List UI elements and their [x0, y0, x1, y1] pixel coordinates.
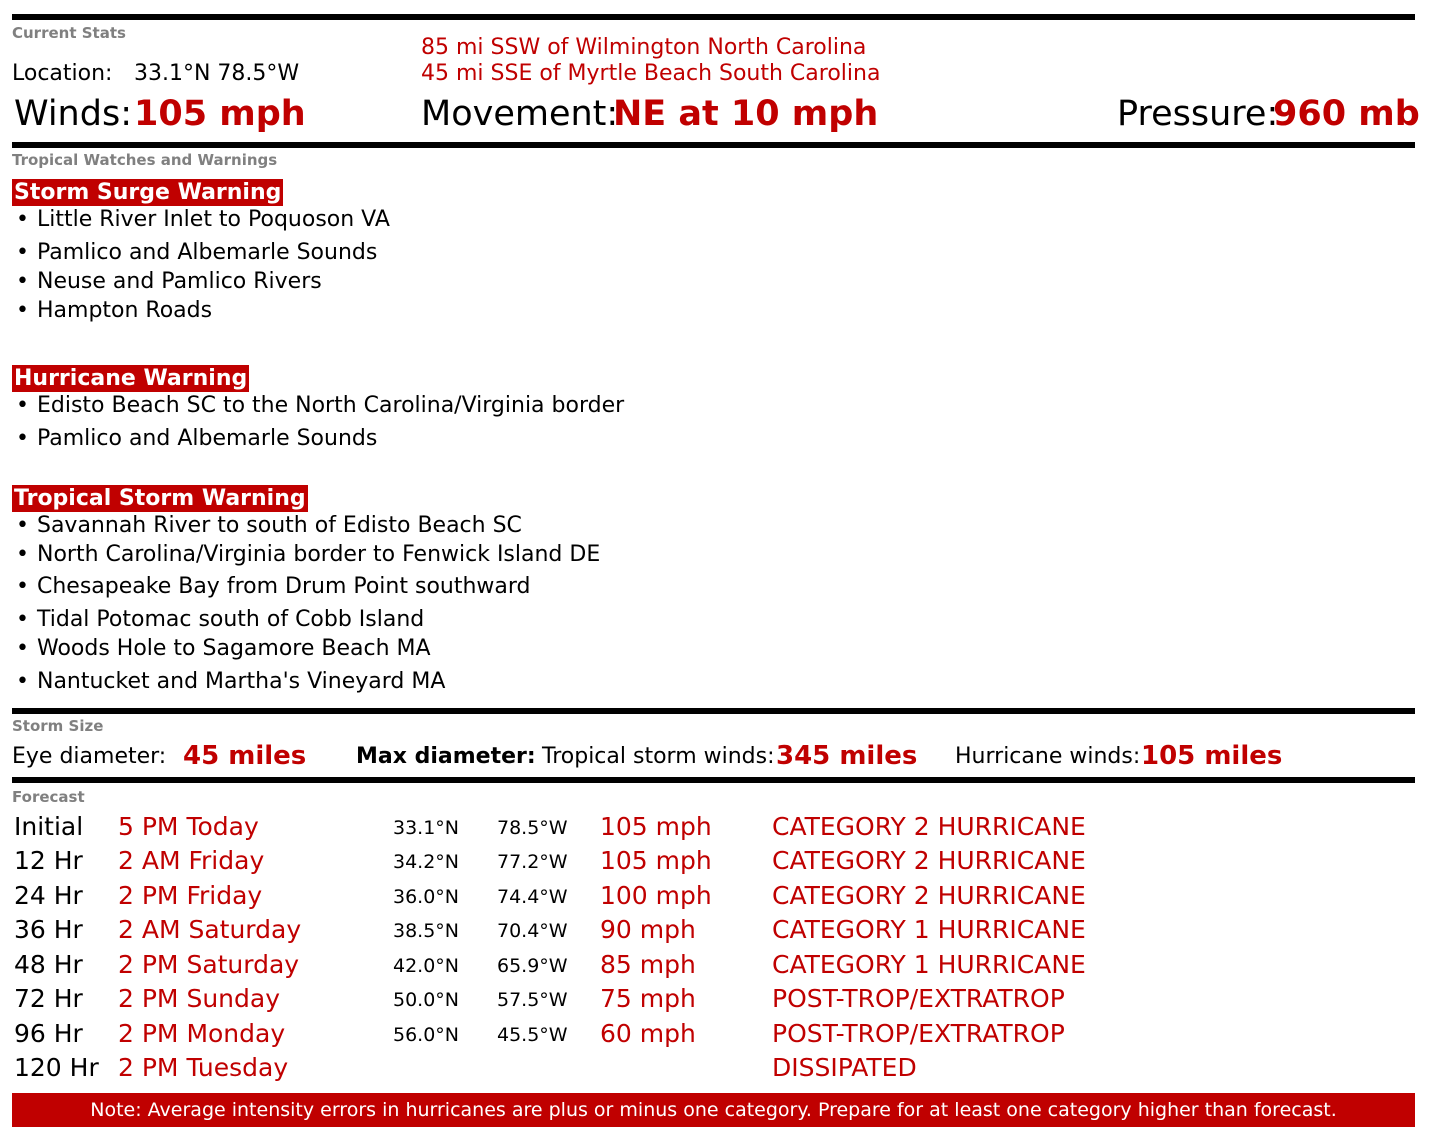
forecast-wind: 105 mph	[600, 812, 712, 841]
forecast-time: 2 PM Monday	[118, 1019, 286, 1048]
forecast-lon: 78.5°W	[497, 817, 568, 839]
warning-item: • Neuse and Pamlico Rivers	[16, 269, 322, 295]
forecast-wind: 85 mph	[600, 950, 696, 979]
warning-item: • Little River Inlet to Poquoson VA	[16, 207, 390, 233]
forecast-status: POST-TROP/EXTRATROP	[772, 984, 1065, 1013]
forecast-time: 2 AM Friday	[118, 846, 265, 875]
forecast-status: CATEGORY 2 HURRICANE	[772, 881, 1086, 910]
forecast-lat: 42.0°N	[393, 955, 460, 977]
forecast-status: POST-TROP/EXTRATROP	[772, 1019, 1065, 1048]
forecast-lat: 38.5°N	[393, 920, 460, 942]
warning-item: • Pamlico and Albemarle Sounds	[16, 240, 377, 266]
forecast-time: 2 PM Friday	[118, 881, 263, 910]
movement-label: Movement:	[421, 94, 619, 134]
warning-item: • Savannah River to south of Edisto Beach SC	[16, 513, 522, 539]
hurricane-warning-tag: Hurricane Warning	[14, 366, 248, 391]
eye-diameter-label: Eye diameter:	[12, 744, 167, 769]
warning-item: • Edisto Beach SC to the North Carolina/Virginia border	[16, 393, 624, 419]
tropical-storm-winds-label: Tropical storm winds:	[542, 744, 775, 769]
intensity-error-note: Note: Average intensity errors in hurricanes are plus or minus one category. Prepare for at least one category higher than forecast.	[12, 1093, 1415, 1127]
forecast-row	[0, 984, 1440, 1018]
forecast-wind: 60 mph	[600, 1019, 696, 1048]
forecast-row	[0, 950, 1440, 984]
forecast-wind: 100 mph	[600, 881, 712, 910]
forecast-hour: 24 Hr	[14, 881, 83, 910]
forecast-lon: 57.5°W	[497, 989, 568, 1011]
forecast-status: CATEGORY 2 HURRICANE	[772, 846, 1086, 875]
forecast-lat: 36.0°N	[393, 886, 460, 908]
forecast-wind: 105 mph	[600, 846, 712, 875]
warnings-heading: Tropical Watches and Warnings	[12, 151, 278, 169]
relative-location-2: 45 mi SSE of Myrtle Beach South Carolina	[421, 61, 881, 86]
forecast-wind: 90 mph	[600, 915, 696, 944]
forecast-lon: 45.5°W	[497, 1024, 568, 1046]
forecast-status: CATEGORY 2 HURRICANE	[772, 812, 1086, 841]
forecast-status: CATEGORY 1 HURRICANE	[772, 915, 1086, 944]
hurricane-winds-label: Hurricane winds:	[955, 744, 1141, 769]
warning-item: • Tidal Potomac south of Cobb Island	[16, 607, 424, 633]
forecast-row	[0, 1053, 1440, 1087]
forecast-heading: Forecast	[12, 788, 85, 806]
forecast-wind: 75 mph	[600, 984, 696, 1013]
forecast-hour: 72 Hr	[14, 984, 83, 1013]
location-value: 33.1°N 78.5°W	[134, 61, 300, 86]
forecast-lat: 50.0°N	[393, 989, 460, 1011]
forecast-lat: 56.0°N	[393, 1024, 460, 1046]
forecast-status: CATEGORY 1 HURRICANE	[772, 950, 1086, 979]
storm-surge-warning-tag: Storm Surge Warning	[14, 180, 282, 205]
forecast-lat: 33.1°N	[393, 817, 460, 839]
tropical-storm-winds-value: 345 miles	[776, 741, 918, 771]
warning-item: • Nantucket and Martha's Vineyard MA	[16, 669, 445, 695]
forecast-time: 2 AM Saturday	[118, 915, 302, 944]
forecast-time: 2 PM Tuesday	[118, 1053, 289, 1082]
top-rule	[12, 14, 1415, 20]
eye-diameter-value: 45 miles	[183, 741, 307, 771]
storm-size-heading: Storm Size	[12, 717, 104, 735]
forecast-lon: 77.2°W	[497, 851, 568, 873]
forecast-row	[0, 881, 1440, 915]
warning-item: • Chesapeake Bay from Drum Point southward	[16, 574, 531, 600]
forecast-time: 2 PM Saturday	[118, 950, 300, 979]
warning-item: • Hampton Roads	[16, 298, 212, 324]
pressure-label: Pressure:	[1117, 94, 1279, 134]
tropical-storm-warning-tag: Tropical Storm Warning	[14, 486, 306, 511]
storm-size-rule	[12, 708, 1415, 714]
relative-location-1: 85 mi SSW of Wilmington North Carolina	[421, 35, 867, 60]
forecast-time: 2 PM Sunday	[118, 984, 280, 1013]
forecast-hour: 96 Hr	[14, 1019, 83, 1048]
pressure-value: 960 mb	[1273, 94, 1420, 134]
forecast-hour: 36 Hr	[14, 915, 83, 944]
forecast-rule	[12, 777, 1415, 783]
warnings-rule	[12, 142, 1415, 148]
winds-value: 105 mph	[134, 94, 306, 134]
current-stats-heading: Current Stats	[12, 24, 126, 42]
forecast-lon: 74.4°W	[497, 886, 568, 908]
forecast-lat: 34.2°N	[393, 851, 460, 873]
forecast-row	[0, 915, 1440, 949]
warning-item: • North Carolina/Virginia border to Fenwick Island DE	[16, 542, 600, 568]
forecast-hour: 12 Hr	[14, 846, 83, 875]
forecast-row	[0, 846, 1440, 880]
hurricane-winds-value: 105 miles	[1141, 741, 1283, 771]
max-diameter-label: Max diameter:	[356, 744, 536, 769]
forecast-row	[0, 812, 1440, 846]
forecast-row	[0, 1019, 1440, 1053]
forecast-hour: Initial	[14, 812, 84, 841]
forecast-lon: 65.9°W	[497, 955, 568, 977]
forecast-hour: 48 Hr	[14, 950, 83, 979]
movement-value: NE at 10 mph	[613, 94, 879, 134]
forecast-time: 5 PM Today	[118, 812, 259, 841]
location-label: Location:	[12, 61, 113, 86]
forecast-status: DISSIPATED	[772, 1053, 917, 1082]
forecast-lon: 70.4°W	[497, 920, 568, 942]
warning-item: • Pamlico and Albemarle Sounds	[16, 426, 377, 452]
winds-label: Winds:	[14, 94, 132, 134]
warning-item: • Woods Hole to Sagamore Beach MA	[16, 636, 431, 662]
forecast-hour: 120 Hr	[14, 1053, 99, 1082]
